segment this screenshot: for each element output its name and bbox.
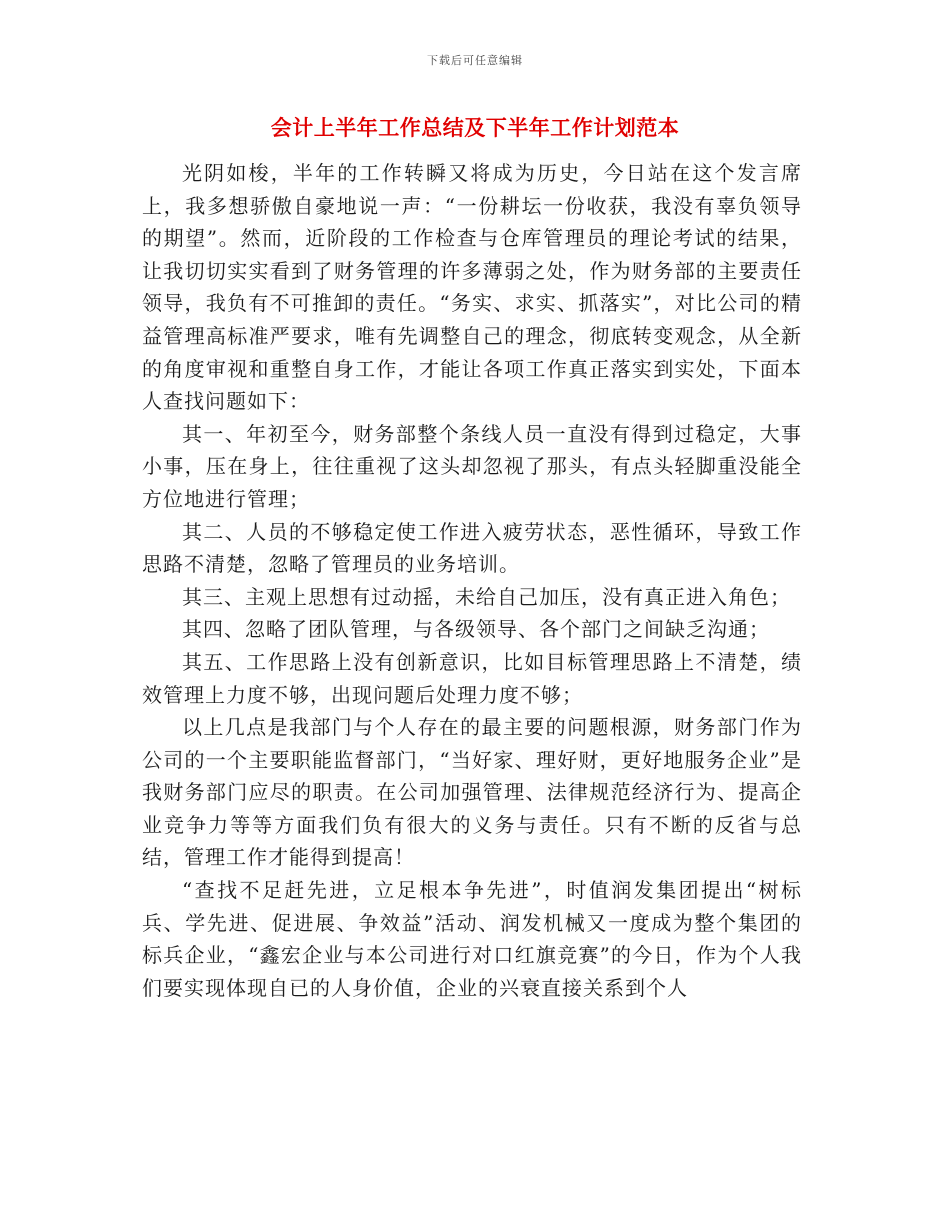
document-body (142, 157, 802, 1004)
page-header-note: 下载后可任意编辑 (427, 54, 523, 67)
paragraph-summary: 以上几点是我部门与个人存在的最主要的问题根源，财务部门作为公司的一个主要职能监督部门，“当好家、理好财，更好地服务企业”是我财务部门应尽的职责。在公司加强管理、法律规范经济行为、提高企业竞争力等等方面我们负有很大的义务与责任。只有不断的反省与总结，管理工作才能得到提高！ (142, 715, 802, 870)
paragraph-problem-1: 其一、年初至今，财务部整个条线人员一直没有得到过稳定，大事小事，压在身上，往往重视了这头却忽视了那头，有点头轻脚重没能全方位地进行管理； (142, 421, 802, 511)
paragraph-problem-5: 其五、工作思路上没有创新意识，比如目标管理思路上不清楚，绩效管理上力度不够，出现问题后处理力度不够； (142, 649, 802, 707)
document-title: 会计上半年工作总结及下半年工作计划范本 (270, 116, 680, 140)
paragraph-problem-4: 其四、忽略了团队管理，与各级领导、各个部门之间缺乏沟通； (182, 617, 770, 642)
paragraph-problem-3: 其三、主观上思想有过动摇，未给自己加压，没有真正进入角色； (182, 584, 791, 609)
paragraph-problem-2: 其二、人员的不够稳定使工作进入疲劳状态，恶性循环，导致工作思路不清楚，忽略了管理员的业务培训。 (142, 519, 802, 577)
paragraph-campaign: “查找不足赶先进，立足根本争先进”，时值润发集团提出“树标兵、学先进、促进展、争效益”活动、润发机械又一度成为整个集团的标兵企业，“鑫宏企业与本公司进行对口红旗竞赛”的今日，作为个人我们要实现体现自已的人身价值，企业的兴衰直接关系到个人 (142, 878, 802, 1000)
paragraph-intro: 光阴如梭，半年的工作转瞬又将成为历史，今日站在这个发言席上，我多想骄傲自豪地说一声：“一份耕坛一份收获，我没有辜负领导的期望”。然而，近阶段的工作检查与仓库管理员的理论考试的结果，让我切切实实看到了财务管理的许多薄弱之处，作为财务部的主要责任领导，我负有不可推卸的责任。“务实、求实、抓落实”，对比公司的精益管理高标准严要求，唯有先调整自己的理念，彻底转变观念，从全新的角度审视和重整自身工作，才能让各项工作真正落实到实处，下面本人查找问题如下： (142, 161, 802, 414)
